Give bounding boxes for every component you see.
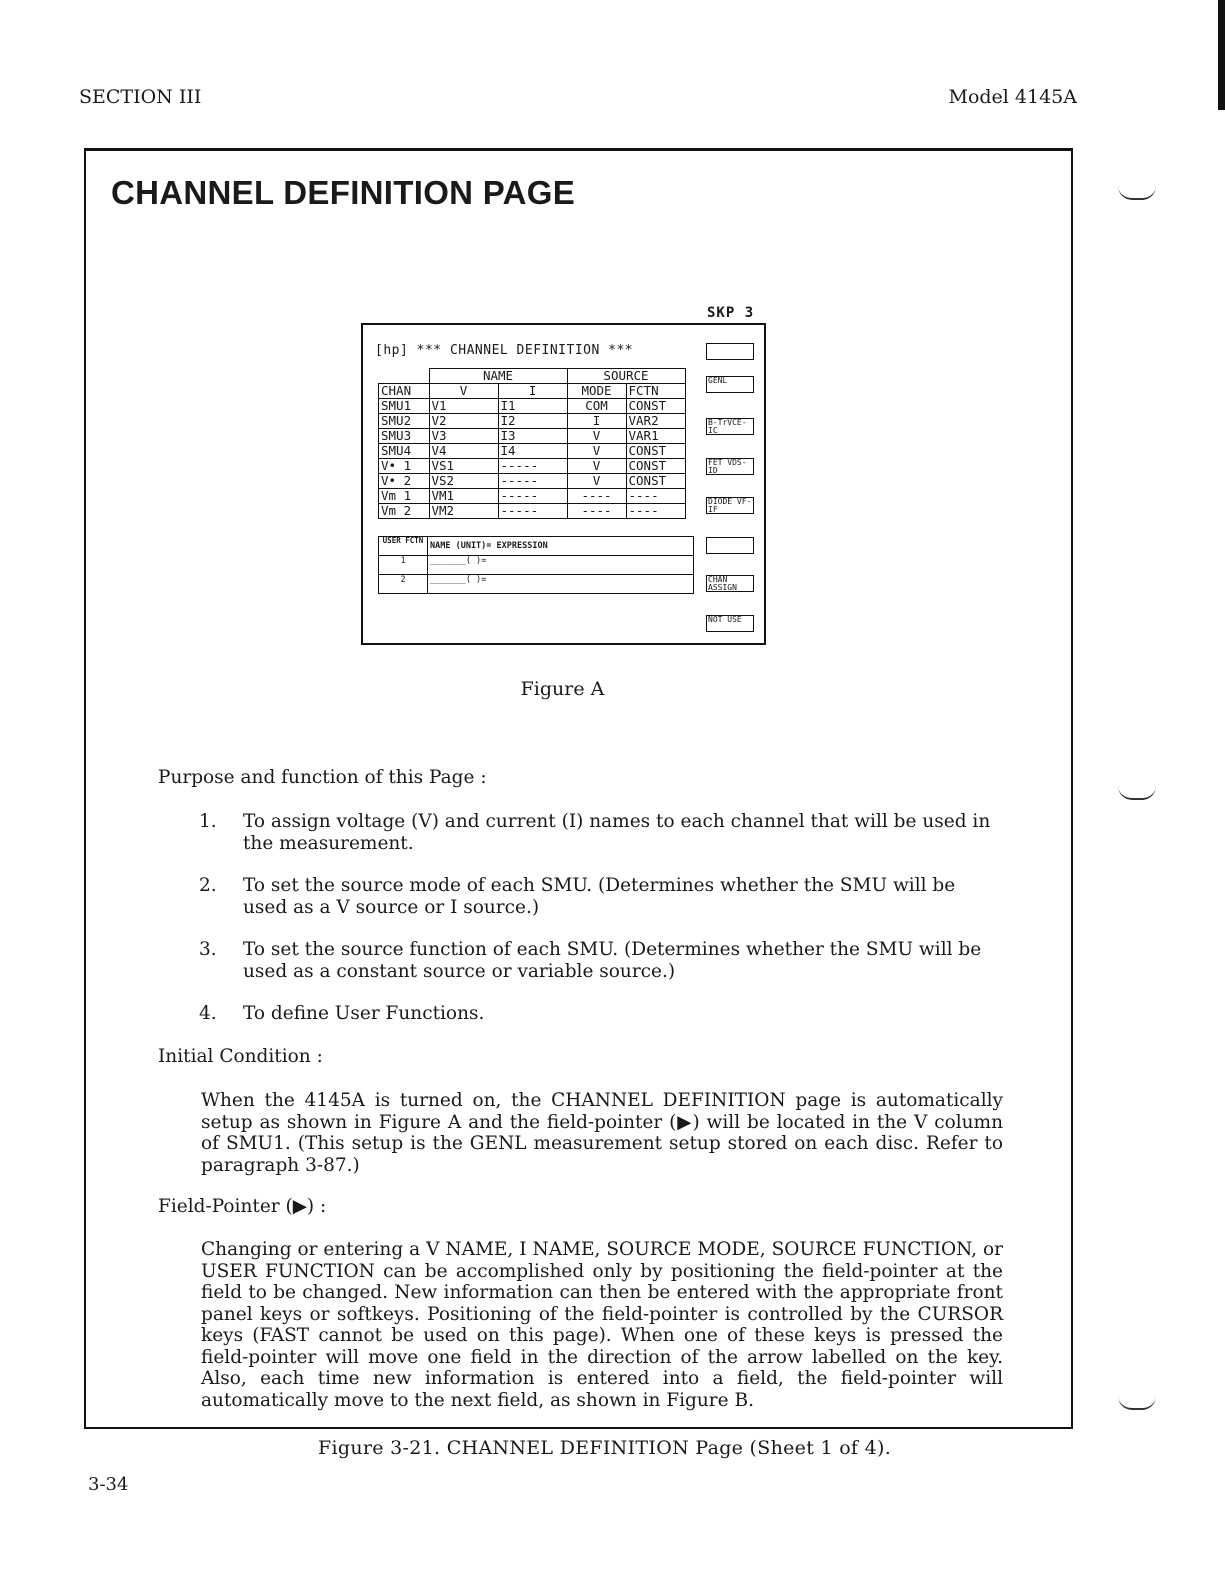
- chan-cell: V• 2: [379, 474, 430, 489]
- table-row: [379, 414, 686, 429]
- user-fctn-label: USER FCTN: [379, 537, 428, 556]
- user-fctn-row: [379, 556, 694, 575]
- item-text: To assign voltage (V) and current (I) names to each channel that will be used in the measurement.: [243, 811, 991, 854]
- item-number: 2.: [199, 875, 217, 896]
- item-number: 4.: [199, 1003, 217, 1024]
- page-title: CHANNEL DEFINITION PAGE: [111, 174, 576, 211]
- v-name-field[interactable]: V4: [429, 444, 498, 459]
- initial-condition-text: When the 4145A is turned on, the CHANNEL DEFINITION page is automatically setup as shown in Figure A and the field-pointer (▶) will be located in the V column of SMU1. (This setup is the GENL measurement setup stored on each disc. Refer to paragraph 3-87.): [201, 1090, 1003, 1176]
- v-name-field[interactable]: VM1: [429, 489, 498, 504]
- v-name-field[interactable]: V1: [429, 399, 498, 414]
- v-name-field[interactable]: VM2: [429, 504, 498, 519]
- i-name-field[interactable]: -----: [498, 459, 567, 474]
- i-header: I: [498, 384, 567, 399]
- user-function-table: [378, 536, 694, 594]
- chan-cell: SMU2: [379, 414, 430, 429]
- user-fctn-field[interactable]: _______( )=: [428, 575, 694, 594]
- mode-header: MODE: [567, 384, 626, 399]
- softkey-btr[interactable]: B-TrVCE-IC: [706, 418, 754, 435]
- item-number: 1.: [199, 811, 217, 832]
- v-name-field[interactable]: V3: [429, 429, 498, 444]
- binding-mark: [1118, 186, 1156, 200]
- softkey-1[interactable]: [706, 343, 754, 360]
- user-fctn-row: [379, 575, 694, 594]
- mode-field[interactable]: V: [567, 459, 626, 474]
- name-group-header: NAME: [429, 369, 567, 384]
- fctn-field[interactable]: ----: [626, 504, 685, 519]
- v-name-field[interactable]: VS1: [429, 459, 498, 474]
- chan-cell: Vm 2: [379, 504, 430, 519]
- v-name-field[interactable]: VS2: [429, 474, 498, 489]
- binding-mark: [1118, 1396, 1156, 1410]
- i-name-field[interactable]: I1: [498, 399, 567, 414]
- mode-field[interactable]: I: [567, 414, 626, 429]
- mode-field[interactable]: V: [567, 474, 626, 489]
- item-text: To set the source function of each SMU. (Determines whether the SMU will be used as a constant source or variable source.): [243, 939, 982, 982]
- user-fctn-number: 2: [379, 575, 428, 594]
- chan-cell: Vm 1: [379, 489, 430, 504]
- section-header: SECTION III: [79, 86, 202, 108]
- fctn-field[interactable]: CONST: [626, 399, 685, 414]
- v-name-field[interactable]: V2: [429, 414, 498, 429]
- source-group-header: SOURCE: [567, 369, 685, 384]
- table-row: [379, 489, 686, 504]
- softkey-diode[interactable]: DIODE VF-IF: [706, 497, 754, 514]
- fctn-field[interactable]: CONST: [626, 459, 685, 474]
- field-pointer-text: Changing or entering a V NAME, I NAME, SOURCE MODE, SOURCE FUNCTION, or USER FUNCTION can be accomplished only by positioning the field-pointer at the field to be changed. New information can then be entered with the appropriate front panel keys or softkeys. Positioning of the field-pointer is controlled by the CURSOR keys (FAST cannot be used on this page). When one of these keys is pressed the field-pointer will move one field in the direction of the arrow labelled on the key. Also, each time new information is entered into a field, the field-pointer will automatically move to the next field, as shown in Figure B.: [201, 1239, 1003, 1411]
- crt-screen: [361, 323, 766, 645]
- chan-cell: SMU4: [379, 444, 430, 459]
- user-fctn-field[interactable]: _______( )=: [428, 556, 694, 575]
- v-header: V: [429, 384, 498, 399]
- i-name-field[interactable]: -----: [498, 474, 567, 489]
- figure-caption: Figure 3-21. CHANNEL DEFINITION Page (Sheet 1 of 4).: [318, 1437, 892, 1459]
- i-name-field[interactable]: -----: [498, 504, 567, 519]
- channel-table: [378, 368, 686, 519]
- model-header: Model 4145A: [948, 86, 1077, 108]
- field-pointer-heading: Field-Pointer (▶) :: [158, 1196, 327, 1217]
- i-name-field[interactable]: I3: [498, 429, 567, 444]
- table-row: [379, 474, 686, 489]
- fctn-field[interactable]: VAR2: [626, 414, 685, 429]
- table-row: [379, 429, 686, 444]
- fctn-field[interactable]: CONST: [626, 474, 685, 489]
- initial-condition-heading: Initial Condition :: [158, 1046, 323, 1067]
- item-text: To define User Functions.: [243, 1003, 485, 1024]
- page-edge-mark: [1218, 0, 1225, 110]
- i-name-field[interactable]: I4: [498, 444, 567, 459]
- mode-field[interactable]: ----: [567, 504, 626, 519]
- binding-mark: [1118, 786, 1156, 800]
- softkey-chan-assign[interactable]: CHAN ASSIGN: [706, 575, 754, 592]
- fctn-header: FCTN: [626, 384, 685, 399]
- purpose-heading: Purpose and function of this Page :: [158, 767, 487, 788]
- mode-field[interactable]: V: [567, 444, 626, 459]
- table-row: [379, 504, 686, 519]
- softkey-6[interactable]: [706, 537, 754, 554]
- mode-field[interactable]: V: [567, 429, 626, 444]
- i-name-field[interactable]: I2: [498, 414, 567, 429]
- screen-title: [hp] *** CHANNEL DEFINITION ***: [375, 343, 634, 358]
- skp-label: SKP 3: [707, 305, 755, 321]
- softkey-fet[interactable]: FET VDS-ID: [706, 458, 754, 475]
- chan-cell: SMU3: [379, 429, 430, 444]
- softkey-genl[interactable]: GENL: [706, 376, 754, 393]
- mode-field[interactable]: COM: [567, 399, 626, 414]
- fctn-field[interactable]: CONST: [626, 444, 685, 459]
- table-row: [379, 444, 686, 459]
- table-row: [379, 459, 686, 474]
- fctn-field[interactable]: ----: [626, 489, 685, 504]
- chan-header: CHAN: [379, 384, 430, 399]
- chan-cell: V• 1: [379, 459, 430, 474]
- item-text: To set the source mode of each SMU. (Determines whether the SMU will be used as a V source or I source.): [243, 875, 956, 918]
- figure-a-caption: Figure A: [520, 678, 605, 700]
- user-fctn-number: 1: [379, 556, 428, 575]
- table-row: [379, 399, 686, 414]
- user-fctn-header: NAME (UNIT)= EXPRESSION: [428, 537, 694, 556]
- i-name-field[interactable]: -----: [498, 489, 567, 504]
- mode-field[interactable]: ----: [567, 489, 626, 504]
- softkey-not-use[interactable]: NOT USE: [706, 615, 754, 632]
- item-number: 3.: [199, 939, 217, 960]
- page-number: 3-34: [88, 1474, 129, 1495]
- fctn-field[interactable]: VAR1: [626, 429, 685, 444]
- chan-cell: SMU1: [379, 399, 430, 414]
